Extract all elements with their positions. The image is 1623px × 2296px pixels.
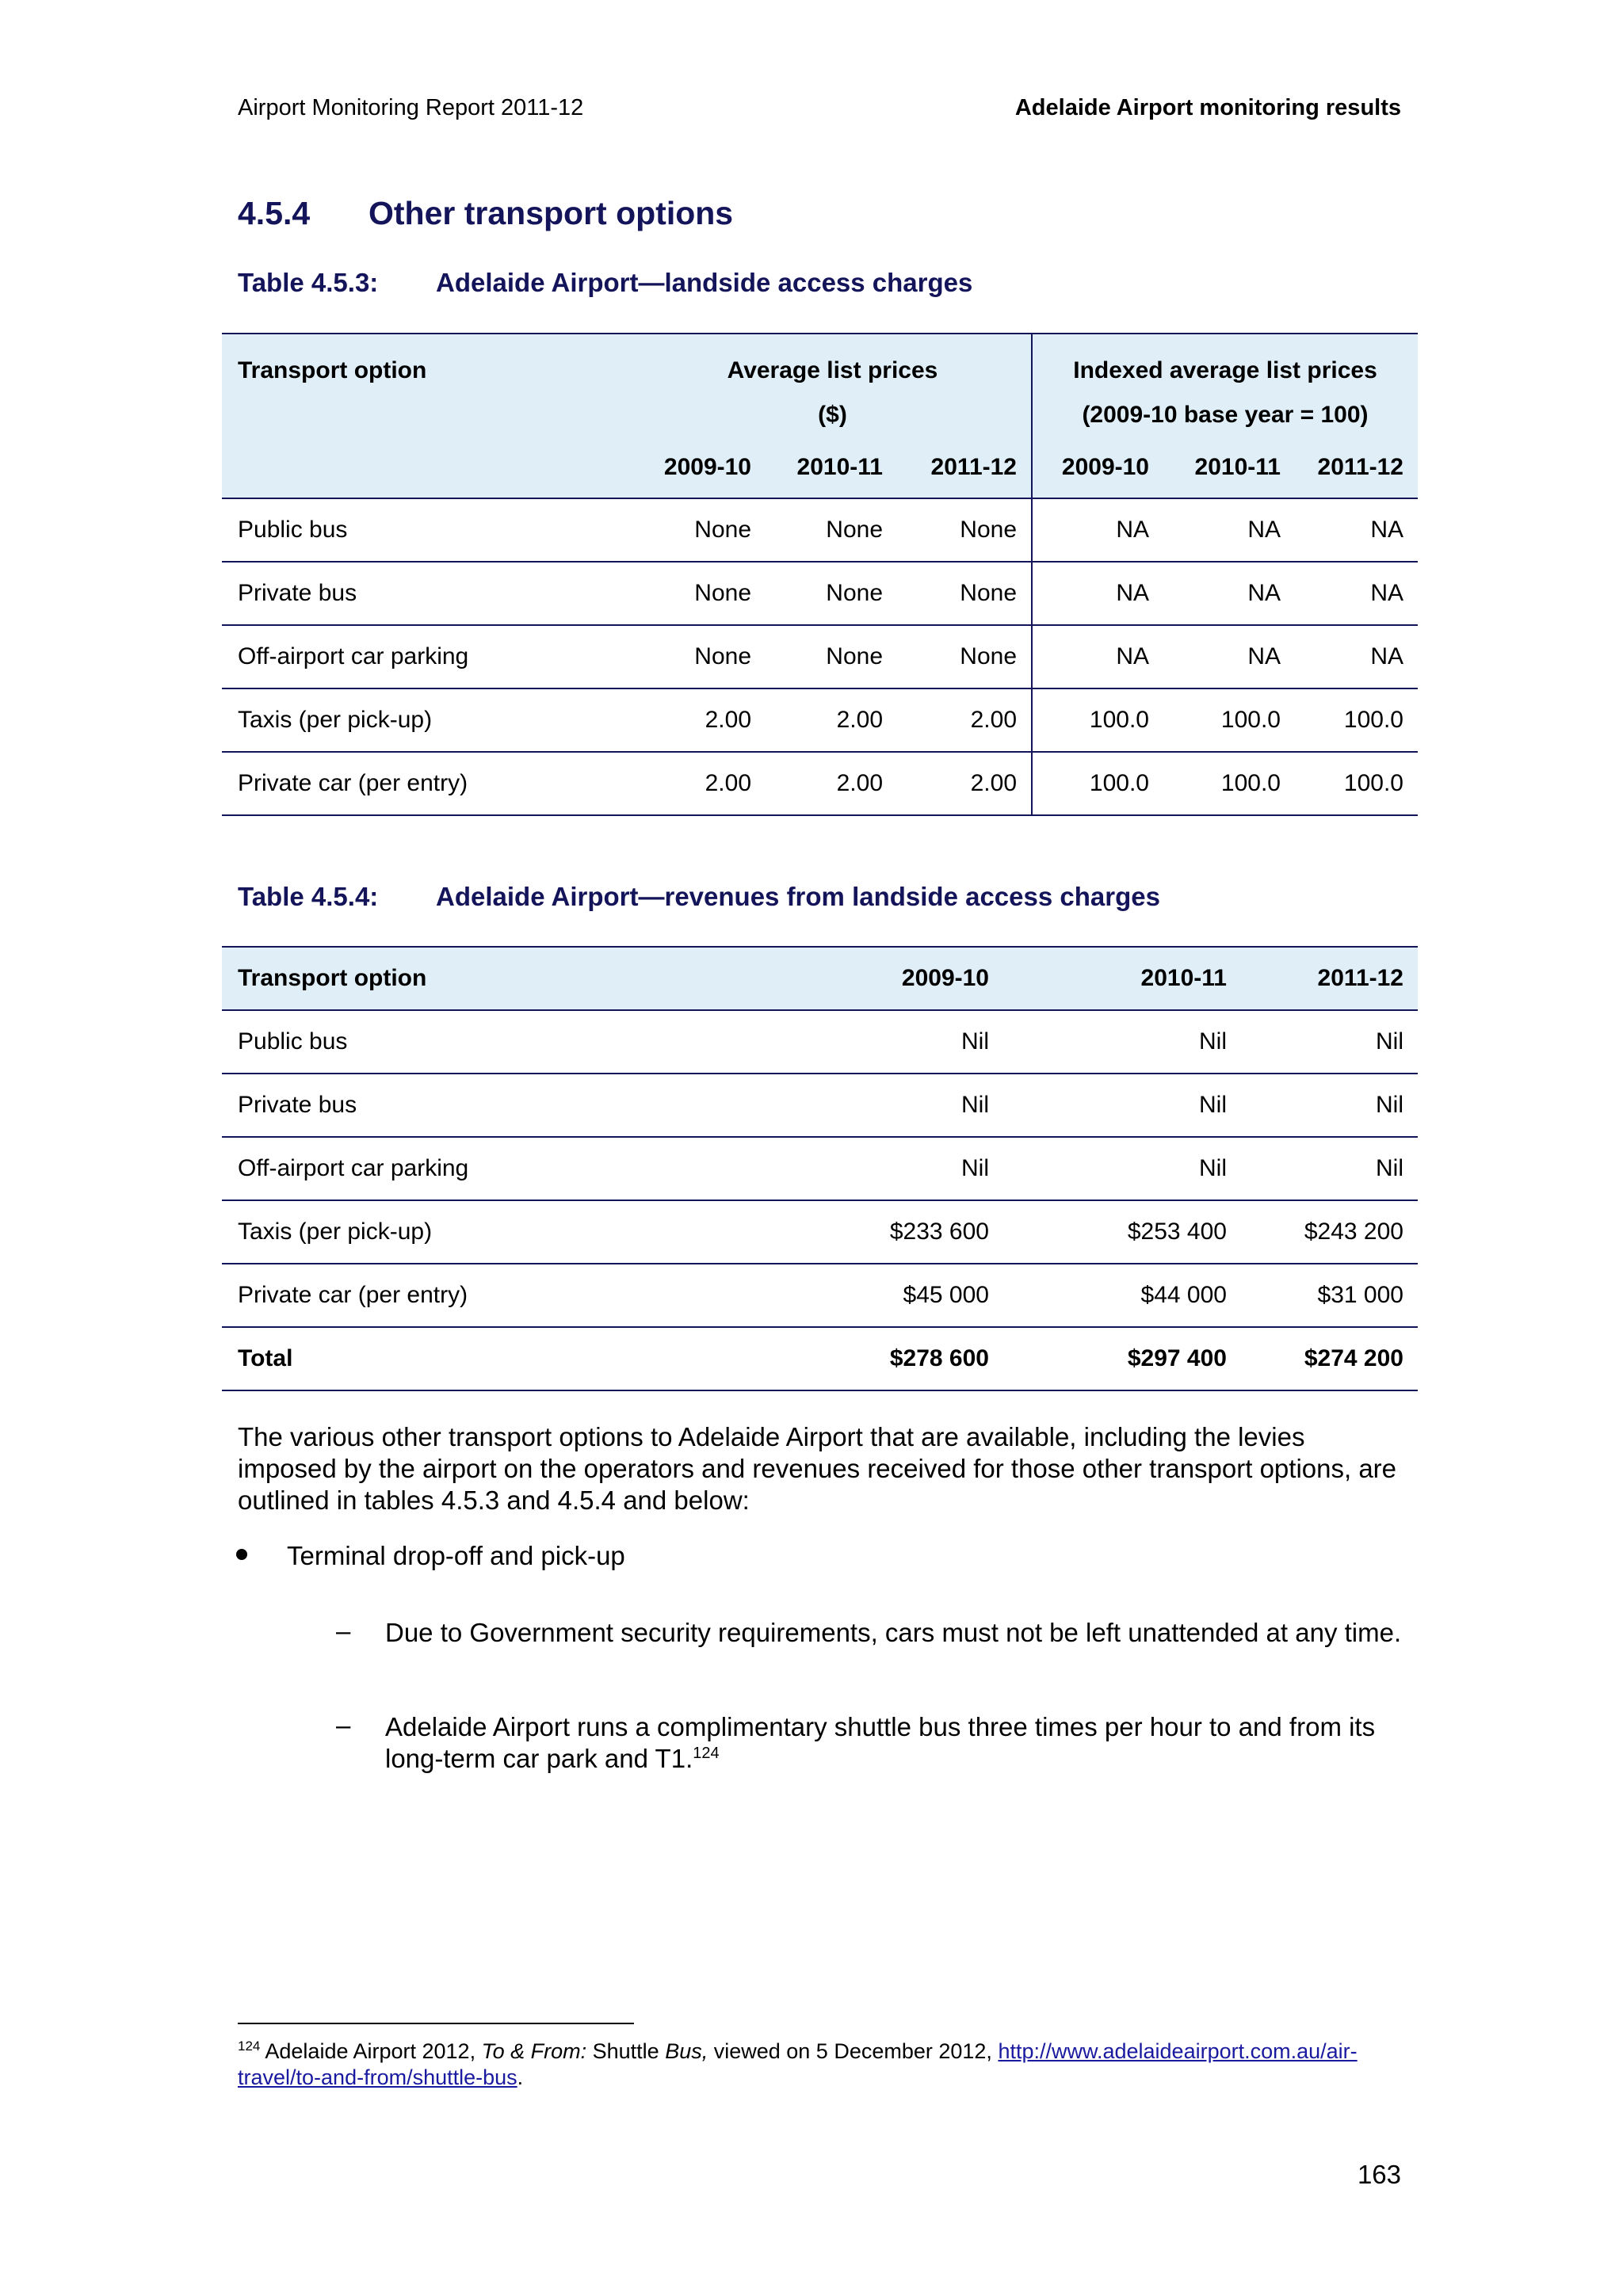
table1-caption-number: Table 4.5.3: <box>238 268 379 297</box>
cell-value: 2.00 <box>634 752 766 815</box>
landside-revenues-table <box>222 946 1418 1391</box>
cell-value: 2.00 <box>766 752 897 815</box>
cell-value: 2.00 <box>897 752 1032 815</box>
cell-value: NA <box>1163 625 1295 688</box>
row-label: Taxis (per pick-up) <box>222 1200 792 1264</box>
total-value: $297 400 <box>1003 1327 1241 1390</box>
total-value: $278 600 <box>792 1327 1003 1390</box>
total-label: Total <box>222 1327 792 1390</box>
cell-value: NA <box>1032 562 1163 625</box>
cell-value: Nil <box>1003 1010 1241 1074</box>
cell-value: 100.0 <box>1032 688 1163 752</box>
table1-caption <box>238 268 972 298</box>
footnote-reference: 124 <box>693 1745 720 1762</box>
table-row <box>222 625 1418 688</box>
bullet-icon <box>236 1549 247 1560</box>
cell-value: 2.00 <box>634 688 766 752</box>
cell-value: $253 400 <box>1003 1200 1241 1264</box>
cell-value: $45 000 <box>792 1264 1003 1327</box>
footnote-italic-bus: Bus, <box>665 2039 708 2063</box>
cell-value: $233 600 <box>792 1200 1003 1264</box>
cell-value: 2.00 <box>897 688 1032 752</box>
cell-value: Nil <box>1241 1137 1418 1200</box>
section-number: 4.5.4 <box>238 195 311 231</box>
cell-value: NA <box>1163 562 1295 625</box>
table-row <box>222 1137 1418 1200</box>
row-label: Private car (per entry) <box>222 752 634 815</box>
table-row <box>222 688 1418 752</box>
row-label: Off-airport car parking <box>222 625 634 688</box>
t1-header-indexed-prices <box>1032 334 1418 437</box>
cell-value: $243 200 <box>1241 1200 1418 1264</box>
cell-value: None <box>766 625 897 688</box>
cell-value: Nil <box>1003 1137 1241 1200</box>
row-label: Private car (per entry) <box>222 1264 792 1327</box>
t2-year-header: 2010-11 <box>1003 947 1241 1010</box>
section-title: Other transport options <box>369 195 734 231</box>
cell-value: 100.0 <box>1163 752 1295 815</box>
row-label: Private bus <box>222 1074 792 1137</box>
table1-caption-title: Adelaide Airport—landside access charges <box>436 268 973 297</box>
t1-year-header: 2009-10 <box>634 437 766 498</box>
t1-header-transport-option: Transport option <box>222 334 634 437</box>
t1-header-blank <box>222 437 634 498</box>
bullet-item: Terminal drop-off and pick-up <box>287 1541 625 1570</box>
cell-value: None <box>634 625 766 688</box>
sub-bullet-shuttle-text: Adelaide Airport runs a complimentary shuttle bus three times per hour to and from its long-term car park and T1. <box>385 1712 1376 1773</box>
table-row <box>222 1264 1418 1327</box>
t1-year-header: 2009-10 <box>1032 437 1163 498</box>
cell-value: NA <box>1295 625 1418 688</box>
footnote-end: . <box>517 2065 524 2089</box>
table-total-row <box>222 1327 1418 1390</box>
dash-icon: – <box>336 1616 351 1646</box>
row-label: Public bus <box>222 498 634 562</box>
row-label: Public bus <box>222 1010 792 1074</box>
intro-paragraph: The various other transport options to Adelaide Airport that are available, including the levies imposed by the airport on the operators and revenues received for those other transport options, are outlined in tables 4.5.3 and 4.5.4 and below: <box>238 1422 1397 1515</box>
dash-icon: – <box>336 1711 351 1740</box>
table-row <box>222 1010 1418 1074</box>
table2-caption-title: Adelaide Airport—revenues from landside access charges <box>436 882 1160 911</box>
cell-value: Nil <box>1241 1010 1418 1074</box>
footnote-italic-title: To & From: <box>481 2039 587 2063</box>
footnote-link[interactable]: http://www.adelaideairport.com.au/air-travel/to-and-from/shuttle-bus <box>238 2039 1358 2089</box>
total-value: $274 200 <box>1241 1327 1418 1390</box>
table2-caption <box>238 882 1160 912</box>
sub-bullet-shuttle <box>385 1711 1415 1775</box>
cell-value: 100.0 <box>1295 752 1418 815</box>
t1-year-header: 2011-12 <box>1295 437 1418 498</box>
table-row <box>222 562 1418 625</box>
cell-value: 2.00 <box>766 688 897 752</box>
cell-value: NA <box>1032 625 1163 688</box>
cell-value: Nil <box>1003 1074 1241 1137</box>
footnote-number: 124 <box>238 2039 261 2054</box>
running-header-right: Adelaide Airport monitoring results <box>1014 95 1401 120</box>
row-label: Private bus <box>222 562 634 625</box>
sub-bullet-security: Due to Government security requirements, cars must not be left unattended at any time. <box>385 1618 1402 1647</box>
cell-value: NA <box>1295 498 1418 562</box>
cell-value: 100.0 <box>1295 688 1418 752</box>
cell-value: Nil <box>792 1137 1003 1200</box>
t1-year-header: 2011-12 <box>897 437 1032 498</box>
t1-header-indexed-line2: (2009-10 base year = 100) <box>1082 402 1369 428</box>
footnote-divider <box>238 2023 634 2024</box>
cell-value: None <box>766 498 897 562</box>
t1-header-average-prices <box>634 334 1032 437</box>
cell-value: NA <box>1295 562 1418 625</box>
cell-value: None <box>897 498 1032 562</box>
footnote-text-post: viewed on 5 December 2012, <box>708 2039 999 2063</box>
t1-year-header: 2010-11 <box>766 437 897 498</box>
row-label: Taxis (per pick-up) <box>222 688 634 752</box>
cell-value: None <box>766 562 897 625</box>
table-row <box>222 752 1418 815</box>
t1-header-average-line2: ($) <box>818 402 847 428</box>
row-label: Off-airport car parking <box>222 1137 792 1200</box>
cell-value: Nil <box>1241 1074 1418 1137</box>
cell-value: 100.0 <box>1163 688 1295 752</box>
cell-value: None <box>897 562 1032 625</box>
cell-value: None <box>634 562 766 625</box>
cell-value: None <box>634 498 766 562</box>
table2-caption-number: Table 4.5.4: <box>238 882 379 911</box>
table-row <box>222 1200 1418 1264</box>
t2-header-transport-option: Transport option <box>222 947 792 1010</box>
t2-year-header: 2009-10 <box>792 947 1003 1010</box>
cell-value: Nil <box>792 1074 1003 1137</box>
cell-value: None <box>897 625 1032 688</box>
footnote-text-pre: Adelaide Airport 2012, <box>260 2039 482 2063</box>
footnote-text-mid: Shuttle <box>586 2039 666 2063</box>
cell-value: $44 000 <box>1003 1264 1241 1327</box>
cell-value: Nil <box>792 1010 1003 1074</box>
t1-header-indexed-line1: Indexed average list prices <box>1073 357 1377 383</box>
t2-year-header: 2011-12 <box>1241 947 1418 1010</box>
t1-header-average-line1: Average list prices <box>727 357 938 383</box>
footnote <box>238 2033 1411 2091</box>
section-heading <box>238 195 733 232</box>
table-row <box>222 498 1418 562</box>
cell-value: NA <box>1163 498 1295 562</box>
t1-year-header: 2010-11 <box>1163 437 1295 498</box>
cell-value: $31 000 <box>1241 1264 1418 1327</box>
cell-value: NA <box>1032 498 1163 562</box>
running-header-left: Airport Monitoring Report 2011-12 <box>238 95 584 120</box>
landside-charges-table <box>222 333 1418 816</box>
page-number: 163 <box>1357 2160 1401 2189</box>
table-row <box>222 1074 1418 1137</box>
cell-value: 100.0 <box>1032 752 1163 815</box>
